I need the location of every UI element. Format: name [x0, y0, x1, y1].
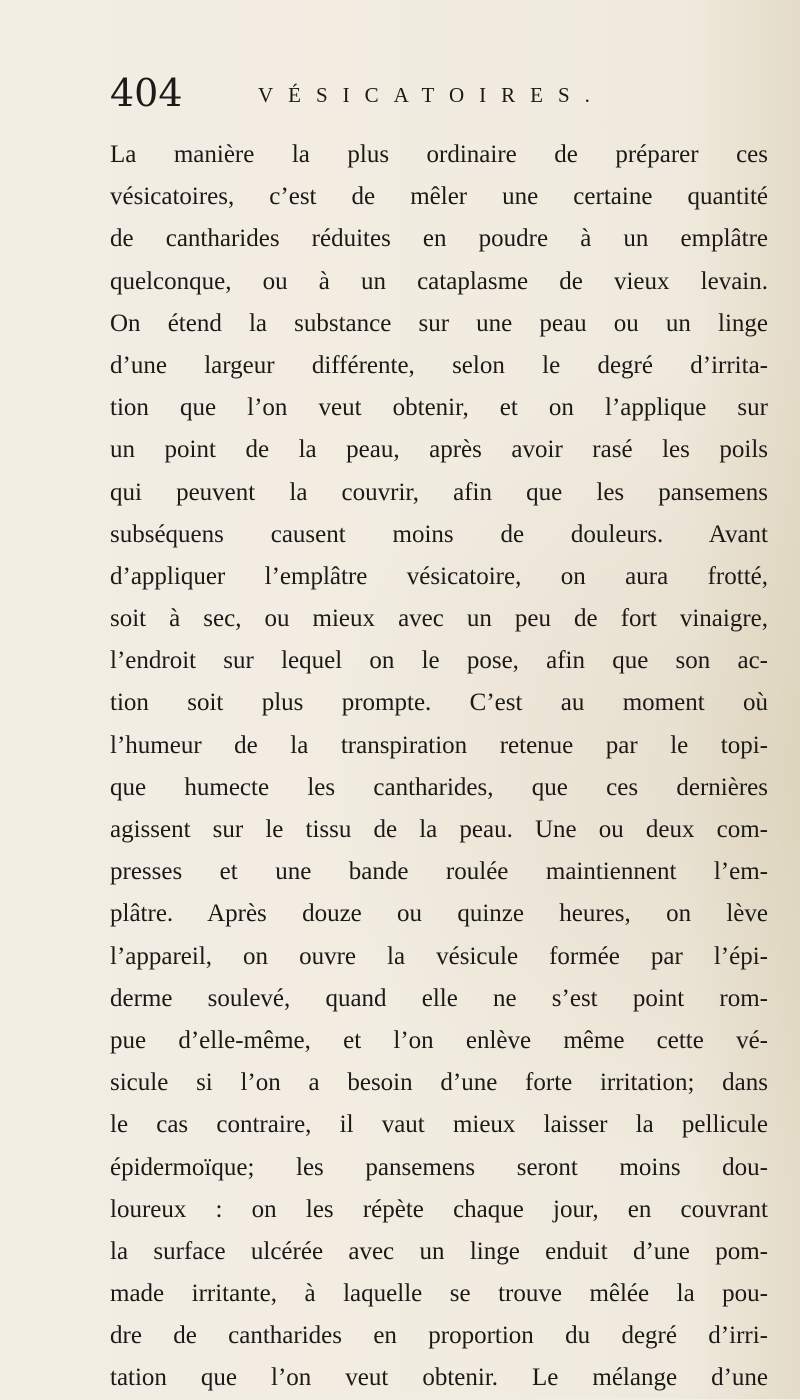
text-line: pue d’elle-même, et l’on enlève même cette vé- [110, 1026, 768, 1054]
text-line: tion que l’on veut obtenir, et on l’applique sur [110, 394, 768, 422]
text-line: agissent sur le tissu de la peau. Une ou deux com- [110, 816, 768, 843]
text-line: l’appareil, on ouvre la vésicule formée par l’épi- [110, 942, 768, 970]
text-line: le cas contraire, il vaut mieux laisser la pellicule [110, 1111, 768, 1139]
page-number: 404 [110, 71, 183, 115]
body-text [110, 134, 768, 1400]
text-line: l’humeur de la transpiration retenue par le topi- [110, 731, 768, 759]
running-head: VÉSICATOIRES. [258, 83, 605, 107]
text-line: On étend la substance sur une peau ou un linge [110, 309, 768, 337]
text-line: épidermoïque; les pansemens seront moins dou- [110, 1153, 768, 1181]
text-line: la surface ulcérée avec un linge enduit d’une pom- [110, 1237, 768, 1265]
text-line: d’appliquer l’emplâtre vésicatoire, on aura frotté, [110, 562, 768, 590]
text-line: subséquens causent moins de douleurs. Avant [110, 520, 768, 548]
text-line: vésicatoires, c’est de mêler une certaine quantité [110, 183, 768, 211]
text-line: plâtre. Après douze ou quinze heures, on lève [110, 900, 768, 928]
text-line: loureux : on les répète chaque jour, en couvrant [110, 1195, 768, 1223]
text-line: que humecte les cantharides, que ces dernières [110, 773, 768, 801]
text-line: d’une largeur différente, selon le degré d’irrita- [110, 351, 768, 379]
text-line: qui peuvent la couvrir, afin que les pansemens [110, 478, 768, 506]
text-line: tion soit plus prompte. C’est au moment où [110, 689, 768, 717]
text-line: l’endroit sur lequel on le pose, afin que son ac- [110, 647, 768, 675]
text-line: un point de la peau, après avoir rasé les poils [110, 436, 768, 464]
text-line: dre de cantharides en proportion du degré d’irri- [110, 1322, 768, 1350]
text-line: La manière la plus ordinaire de préparer ces [110, 141, 768, 168]
text-line: tation que l’on veut obtenir. Le mélange d’une [110, 1364, 768, 1392]
text-line: de cantharides réduites en poudre à un emplâtre [110, 225, 768, 253]
text-line: sicule si l’on a besoin d’une forte irritation; dans [110, 1069, 768, 1097]
text-line: made irritante, à laquelle se trouve mêlée la pou- [110, 1280, 768, 1308]
text-line: derme soulevé, quand elle ne s’est point rom- [110, 984, 768, 1012]
text-line: quelconque, ou à un cataplasme de vieux levain. [110, 267, 768, 295]
text-line: presses et une bande roulée maintiennent l’em- [110, 858, 768, 886]
text-line: soit à sec, ou mieux avec un peu de fort vinaigre, [110, 605, 768, 633]
page-header [110, 70, 760, 120]
